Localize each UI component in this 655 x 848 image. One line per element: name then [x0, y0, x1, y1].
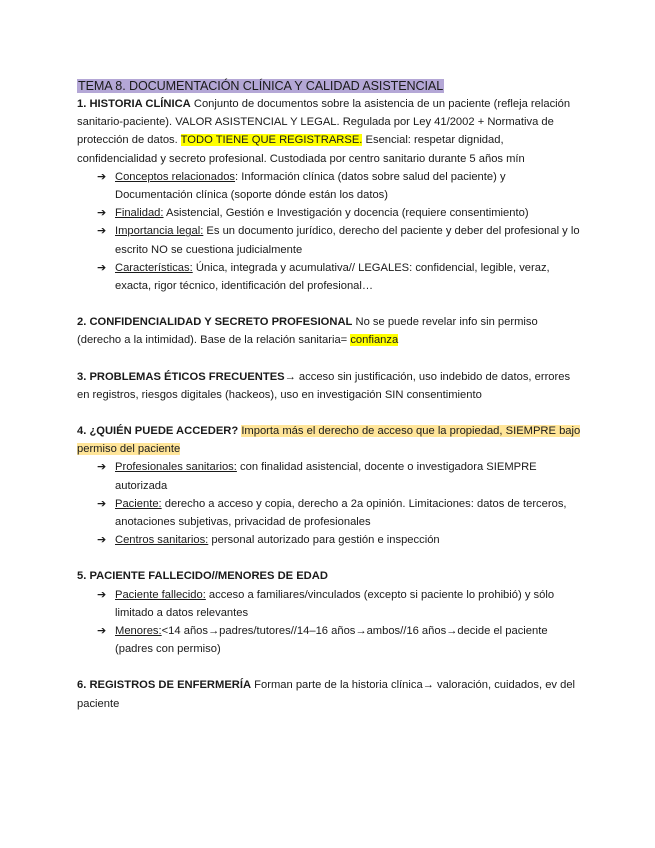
arrow-bullet-icon: ➔ [97, 534, 107, 547]
document-content [77, 77, 582, 713]
section-3-text: → acceso sin justificación, uso indebido de datos, errores en registros, riesgos digitales (hackeos), uso en investigación SIN consentimiento [77, 370, 571, 401]
section-1-highlight: TODO TIENE QUE REGISTRARSE. [180, 134, 363, 147]
item-text: con finalidad asistencial, docente o investigadora SIEMPRE autorizada [115, 461, 537, 492]
spacer [77, 404, 582, 422]
list-item [77, 531, 582, 549]
arrow-bullet-icon: ➔ [97, 261, 107, 274]
section-2-paragraph [77, 313, 582, 349]
title-line [77, 77, 582, 95]
section-2-highlight: confianza [350, 334, 399, 347]
section-1-text-a: Conjunto de documentos sobre la asistencia de un paciente (refleja relación sanitario-paciente). VALOR ASISTENCIAL Y LEGAL. Regulada por Ley 41/2002 + Normativa de protección de datos. [77, 98, 571, 147]
spacer [77, 350, 582, 368]
section-6-paragraph [77, 676, 582, 712]
item-text: Única, integrada y acumulativa// LEGALES: confidencial, legible, veraz, exacta, rigor técnico, identificación del profesional… [115, 261, 550, 293]
list-item [77, 204, 582, 222]
item-text: Asistencial, Gestión e Investigación y docencia (requiere consentimiento) [163, 207, 529, 220]
arrow-bullet-icon: ➔ [97, 225, 107, 238]
list-item [77, 495, 582, 531]
item-label: Paciente fallecido: [115, 588, 206, 601]
item-label: Finalidad: [115, 207, 164, 220]
spacer [77, 549, 582, 567]
arrow-bullet-icon: ➔ [97, 170, 107, 183]
section-6-text: Forman parte de la historia clínica→ valoración, cuidados, ev del paciente [77, 679, 576, 710]
section-2-heading: 2. CONFIDENCIALIDAD Y SECRETO PROFESIONAL [77, 316, 353, 329]
section-1-paragraph [77, 95, 582, 168]
item-text: Es un documento jurídico, derecho del paciente y deber del profesional y lo escrito NO se cuestiona judicialmente [115, 225, 580, 256]
item-text: <14 años→padres/tutores//14–16 años→ambos//16 años→decide el paciente (padres con permiso) [115, 625, 548, 656]
item-text: acceso a familiares/vinculados (excepto si paciente lo prohibió) y sólo limitado a datos relevantes [115, 588, 555, 619]
list-item [77, 259, 582, 295]
arrow-bullet-icon: ➔ [97, 497, 107, 510]
document-title: TEMA 8. DOCUMENTACIÓN CLÍNICA Y CALIDAD ASISTENCIAL [78, 79, 444, 93]
item-text: : Información clínica (datos sobre salud del paciente) y Documentación clínica (soporte dónde están los datos) [115, 170, 506, 202]
section-3-paragraph [77, 368, 582, 404]
section-4-highlight: Importa más el derecho de acceso que la propiedad, SIEMPRE bajo permiso del paciente [77, 425, 581, 456]
list-item [77, 222, 582, 258]
section-4-paragraph [77, 422, 582, 458]
section-5-paragraph [77, 567, 582, 585]
list-item [77, 458, 582, 494]
spacer [77, 658, 582, 676]
section-5-heading: 5. PACIENTE FALLECIDO//MENORES DE EDAD [77, 570, 328, 583]
item-label: Centros sanitarios: [115, 534, 209, 547]
section-1-heading: 1. HISTORIA CLÍNICA [77, 98, 191, 110]
item-label: Profesionales sanitarios: [115, 461, 237, 474]
item-label: Conceptos relacionados [115, 170, 236, 183]
arrow-bullet-icon: ➔ [97, 588, 107, 601]
arrow-bullet-icon: ➔ [97, 207, 107, 220]
arrow-bullet-icon: ➔ [97, 625, 107, 638]
item-text: derecho a acceso y copia, derecho a 2a opinión. Limitaciones: datos de terceros, anotaciones subjetivas, privacidad de profesionales [115, 497, 567, 529]
arrow-bullet-icon: ➔ [97, 461, 107, 474]
item-label: Importancia legal: [115, 225, 204, 238]
section-5-list [77, 586, 582, 659]
section-2-text: No se puede revelar info sin permiso (derecho a la intimidad). Base de la relación sanitaria= [77, 316, 538, 347]
spacer [77, 295, 582, 313]
list-item [77, 168, 582, 204]
item-label: Menores: [115, 625, 162, 638]
section-4-heading: 4. ¿QUIÉN PUEDE ACCEDER? [77, 425, 239, 438]
section-6-heading: 6. REGISTROS DE ENFERMERÍA [77, 679, 252, 692]
list-item [77, 622, 582, 658]
item-text: personal autorizado para gestión e inspección [208, 534, 440, 547]
section-1-text-b: Esencial: respetar dignidad, confidencialidad y secreto profesional. Custodiada por centro sanitario durante 5 años mín [77, 134, 525, 165]
section-1-list [77, 168, 582, 295]
item-label: Paciente: [115, 497, 162, 510]
item-label: Características: [115, 261, 193, 274]
list-item [77, 586, 582, 622]
section-4-list [77, 458, 582, 549]
section-3-heading: 3. PROBLEMAS ÉTICOS FRECUENTES [77, 370, 285, 383]
